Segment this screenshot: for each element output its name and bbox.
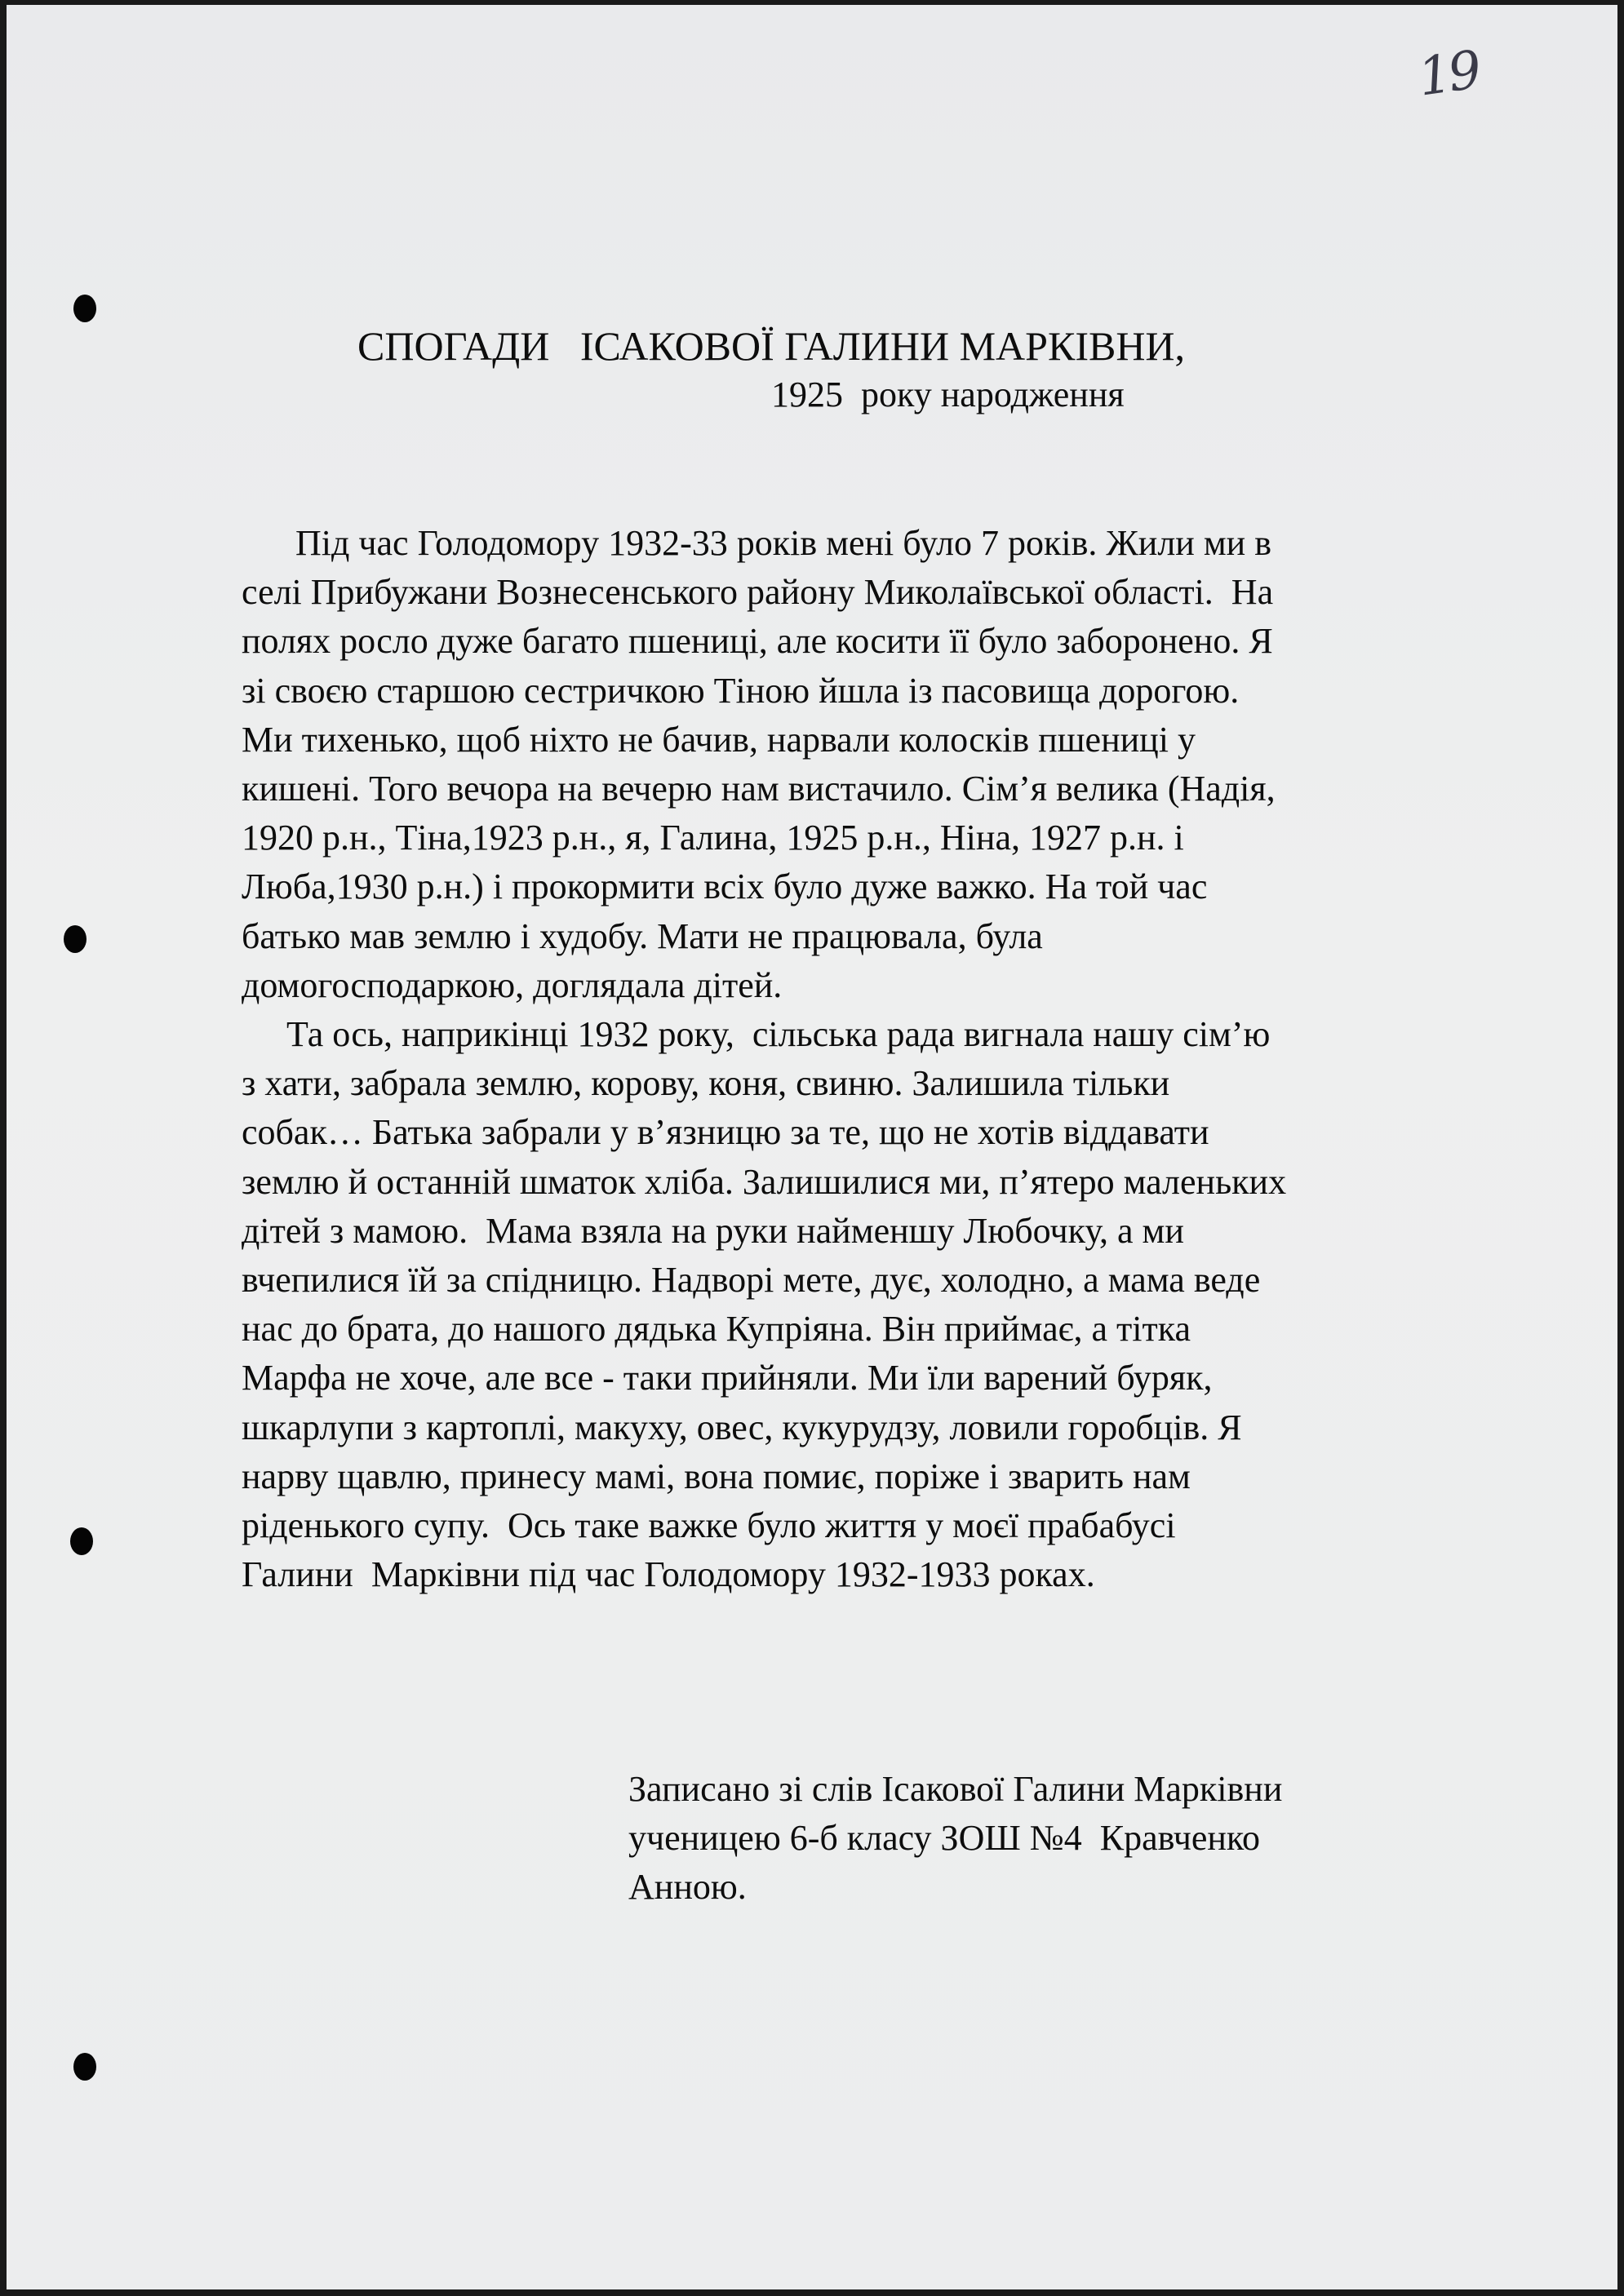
body-line: собак… Батька забрали у в’язницю за те, що не хотів віддавати <box>242 1112 1209 1153</box>
body-line: домогосподаркою, доглядала дітей. <box>242 964 783 1005</box>
attribution-line: Записано зі слів Ісакової Галини Марківни <box>628 1769 1283 1809</box>
handwritten-page-number: 19 <box>1414 40 1483 109</box>
binder-hole-3 <box>70 1527 93 1555</box>
body-line: Ми тихенько, щоб ніхто не бачив, нарвали колосків пшениці у <box>242 719 1196 760</box>
body-line: кишені. Того вечора на вечерю нам вистачило. Сім’я велика (Надія, <box>242 769 1276 809</box>
binder-hole-2 <box>64 925 87 953</box>
body-line: вчепилися їй за спідницю. Надворі мете, дує, холодно, а мама веде <box>242 1260 1261 1301</box>
attribution-line: ученицею 6-б класу ЗОШ №4 Кравченко <box>628 1818 1261 1858</box>
body-line: шкарлупи з картоплі, макуху, овес, кукурудзу, ловили горобців. Я <box>242 1407 1242 1447</box>
body-line: Люба,1930 р.н.) і прокормити всіх було дуже важко. На той час <box>242 867 1208 907</box>
body-line: нас до брата, до нашого дядька Купріяна. Він приймає, а тітка <box>242 1309 1191 1350</box>
attribution-line: Анною. <box>628 1867 747 1907</box>
document-subtitle: 1925 року народження <box>771 375 1125 414</box>
binder-hole-4 <box>73 2053 96 2081</box>
body-line: Та ось, наприкінці 1932 року, сільська рада вигнала нашу сім’ю <box>242 1014 1271 1055</box>
document-title: СПОГАДИ ІСАКОВОЇ ГАЛИНИ МАРКІВНИ, <box>357 323 1186 369</box>
body-line: Марфа не хоче, але все - таки прийняли. Ми їли варений буряк, <box>242 1358 1213 1398</box>
body-line: ріденького супу. Ось таке важке було життя у моєї прабабусі <box>242 1505 1176 1546</box>
body-line: дітей з мамою. Мама взяла на руки найменшу Любочку, а ми <box>242 1210 1184 1251</box>
body-line: Галини Марківни під час Голодомору 1932-1933 роках. <box>242 1554 1095 1595</box>
body-line: Під час Голодомору 1932-33 років мені було 7 років. Жили ми в <box>242 523 1271 563</box>
body-line: 1920 р.н., Тіна,1923 р.н., я, Галина, 1925 р.н., Ніна, 1927 р.н. і <box>242 818 1184 858</box>
body-line: батько мав землю і худобу. Мати не працювала, була <box>242 915 1043 956</box>
memoir-body <box>242 519 1515 1599</box>
body-line: селі Прибужани Вознесенського району Миколаївської області. На <box>242 572 1274 613</box>
attribution-note <box>628 1765 1282 1912</box>
document-page <box>7 5 1617 2289</box>
body-line: зі своєю старшою сестричкою Тіною йшла із пасовища дорогою. <box>242 670 1240 711</box>
body-line: нарву щавлю, принесу мамі, вона помиє, поріже і зварить нам <box>242 1456 1191 1496</box>
body-line: полях росло дуже багато пшениці, але косити її було заборонено. Я <box>242 621 1273 662</box>
body-line: землю й останній шматок хліба. Залишилися ми, п’ятеро маленьких <box>242 1161 1287 1202</box>
body-line: з хати, забрала землю, корову, коня, свиню. Залишила тільки <box>242 1063 1170 1104</box>
binder-hole-1 <box>73 295 96 322</box>
